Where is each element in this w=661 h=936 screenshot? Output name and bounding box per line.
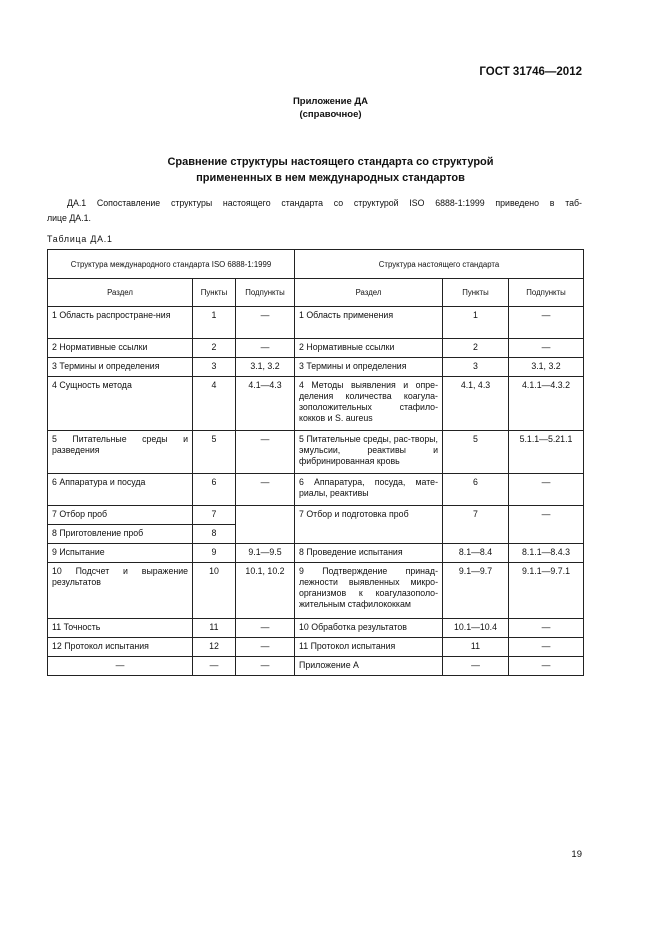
group-header-national: Структура настоящего стандарта — [295, 250, 584, 279]
table-cell: 10 — [193, 563, 236, 619]
page-number: 19 — [571, 849, 582, 860]
table-cell: — — [509, 638, 584, 657]
table-row — [48, 377, 584, 431]
section-heading-line1: Сравнение структуры настоящего стандарта со структурой — [167, 156, 494, 168]
table-cell: 9.1.1—9.7.1 — [509, 563, 584, 619]
table-cell: — — [509, 657, 584, 676]
table-cell: 10.1—10.4 — [443, 619, 509, 638]
table-cell: — — [509, 506, 584, 544]
table-cell — [236, 506, 295, 544]
table-cell: 4.1, 4.3 — [443, 377, 509, 431]
table-cell: — — [509, 619, 584, 638]
table-cell: 5 Питательные среды, рас-творы, эмульсии, реактивы и фибринированная кровь — [295, 431, 443, 474]
table-row — [48, 339, 584, 358]
table-cell: 3.1, 3.2 — [509, 358, 584, 377]
table-cell: 8.1.1—8.4.3 — [509, 544, 584, 563]
table-cell: 2 Нормативные ссылки — [48, 339, 193, 358]
table-row — [48, 307, 584, 339]
intro-paragraph-line2: лице ДА.1. — [47, 213, 91, 223]
table-cell: 9.1—9.5 — [236, 544, 295, 563]
table-cell: 12 Протокол испытания — [48, 638, 193, 657]
table-cell: Приложение А — [295, 657, 443, 676]
comparison-table — [47, 249, 584, 676]
table-cell: 9 — [193, 544, 236, 563]
table-cell: — — [509, 307, 584, 339]
table-cell: — — [236, 339, 295, 358]
table-cell: 8.1—8.4 — [443, 544, 509, 563]
table-row — [48, 657, 584, 676]
table-cell: 10 Подсчет и выражение результатов — [48, 563, 193, 619]
table-cell: — — [193, 657, 236, 676]
column-header: Пункты — [443, 279, 509, 307]
table-row — [48, 358, 584, 377]
table-cell: 1 — [193, 307, 236, 339]
table-cell: 9 Испытание — [48, 544, 193, 563]
table-cell: 4.1—4.3 — [236, 377, 295, 431]
table-cell: 4.1.1—4.3.2 — [509, 377, 584, 431]
column-header: Подпункты — [236, 279, 295, 307]
table-cell: 3.1, 3.2 — [236, 358, 295, 377]
table-cell: 10 Обработка результатов — [295, 619, 443, 638]
table-caption: Таблица ДА.1 — [47, 234, 113, 244]
table-cell: 4 — [193, 377, 236, 431]
table-cell: 11 Протокол испытания — [295, 638, 443, 657]
table-cell: — — [236, 474, 295, 506]
table-cell: 6 — [193, 474, 236, 506]
table-cell: 9 Подтверждение принад-лежности выявленных микро-организмов к коагулазополо-жительным стафилококкам — [295, 563, 443, 619]
table-row — [48, 431, 584, 474]
table-cell: — — [236, 307, 295, 339]
table-row — [48, 619, 584, 638]
group-header-international: Структура международного стандарта ISO 6888-1:1999 — [48, 250, 295, 279]
table-cell: 7 Отбор проб — [48, 506, 193, 525]
table-cell: 3 — [443, 358, 509, 377]
table-cell: 5 — [193, 431, 236, 474]
table-cell: — — [236, 619, 295, 638]
table-cell: 8 Проведение испытания — [295, 544, 443, 563]
table-cell: 11 — [193, 619, 236, 638]
table-cell: 4 Сущность метода — [48, 377, 193, 431]
table-cell: 1 Область распростране-ния — [48, 307, 193, 339]
intro-paragraph — [47, 196, 582, 226]
table-cell: 6 Аппаратура, посуда, мате-риалы, реактивы — [295, 474, 443, 506]
table-cell: — — [509, 474, 584, 506]
table-cell: 5.1.1—5.21.1 — [509, 431, 584, 474]
table-cell: 1 Область применения — [295, 307, 443, 339]
column-header: Раздел — [48, 279, 193, 307]
table-cell: 12 — [193, 638, 236, 657]
table-cell: 5 — [443, 431, 509, 474]
table-row — [48, 638, 584, 657]
table-cell: 3 — [193, 358, 236, 377]
table-cell: 9.1—9.7 — [443, 563, 509, 619]
table-cell: 10.1, 10.2 — [236, 563, 295, 619]
table-row — [48, 506, 584, 525]
standard-code: ГОСТ 31746—2012 — [479, 66, 582, 78]
intro-paragraph-line1: ДА.1 Сопоставление структуры настоящего стандарта со структурой ISO 6888-1:1999 приведено в таб- — [67, 198, 582, 208]
table-cell: 5 Питательные среды и разведения — [48, 431, 193, 474]
table-cell: — — [509, 339, 584, 358]
table-cell: 8 — [193, 525, 236, 544]
table-cell: 6 — [443, 474, 509, 506]
table-cell: 2 Нормативные ссылки — [295, 339, 443, 358]
table-cell: — — [48, 657, 193, 676]
appendix-note: (справочное) — [299, 109, 362, 120]
table-row — [48, 544, 584, 563]
table-cell: 4 Методы выявления и опре-деления количества коагула-зоположительных стафило-кокков и S. aureus — [295, 377, 443, 431]
table-cell: — — [236, 638, 295, 657]
column-header: Подпункты — [509, 279, 584, 307]
table-cell: 7 — [443, 506, 509, 544]
section-heading-line2: примененных в нем международных стандартов — [196, 172, 465, 184]
table-cell: 11 Точность — [48, 619, 193, 638]
table-cell: 8 Приготовление проб — [48, 525, 193, 544]
table-cell: 6 Аппаратура и посуда — [48, 474, 193, 506]
table-cell: 3 Термины и определения — [48, 358, 193, 377]
table-row — [48, 563, 584, 619]
table-cell: 11 — [443, 638, 509, 657]
table-cell: 7 — [193, 506, 236, 525]
table-cell: 2 — [193, 339, 236, 358]
table-cell: — — [236, 657, 295, 676]
column-header: Раздел — [295, 279, 443, 307]
table-cell: — — [443, 657, 509, 676]
table-cell: 2 — [443, 339, 509, 358]
table-cell: 7 Отбор и подготовка проб — [295, 506, 443, 544]
table-cell: 1 — [443, 307, 509, 339]
appendix-title: Приложение ДА — [292, 96, 369, 107]
column-header: Пункты — [193, 279, 236, 307]
table-row — [48, 474, 584, 506]
table-cell: 3 Термины и определения — [295, 358, 443, 377]
table-cell: — — [236, 431, 295, 474]
